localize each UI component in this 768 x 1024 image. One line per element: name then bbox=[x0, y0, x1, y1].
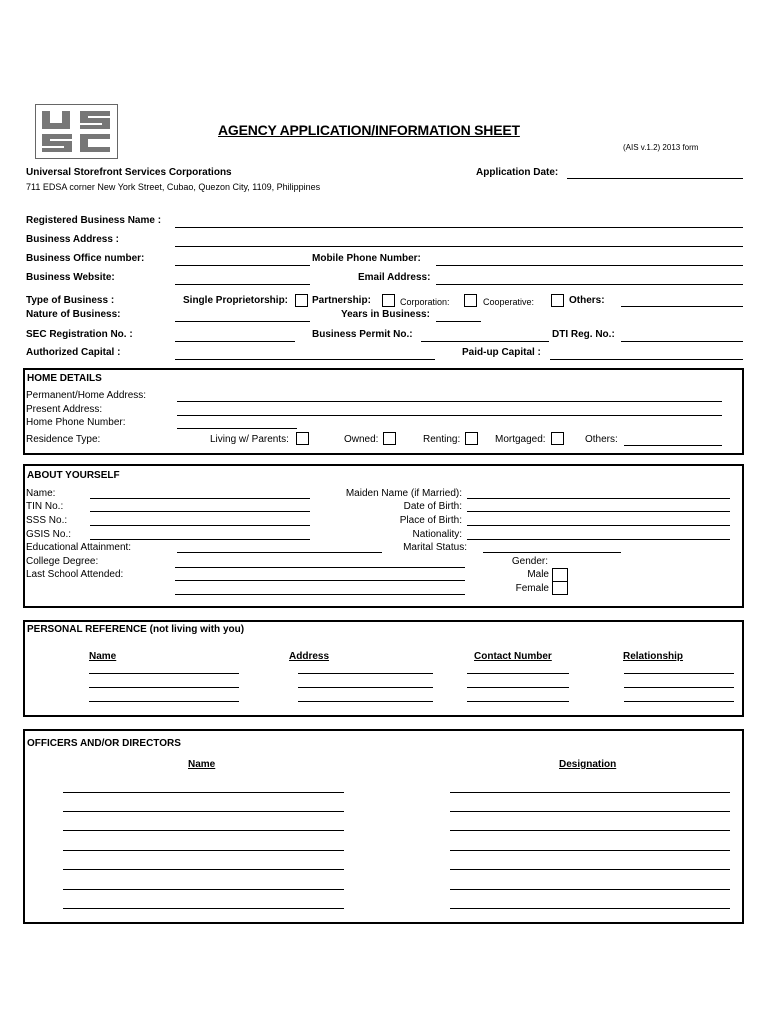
form-version: (AIS v.1.2) 2013 form bbox=[623, 143, 699, 152]
marital-label: Marital Status: bbox=[403, 542, 467, 553]
office-number-label: Business Office number: bbox=[26, 253, 145, 264]
form-title: AGENCY APPLICATION/INFORMATION SHEET bbox=[218, 122, 520, 138]
officer-row5-designation[interactable] bbox=[450, 869, 730, 870]
years-field[interactable] bbox=[436, 321, 481, 322]
cooperative-label: Cooperative: bbox=[483, 297, 535, 307]
officers-heading: OFFICERS AND/OR DIRECTORS bbox=[27, 738, 181, 749]
ref-row3-relationship[interactable] bbox=[624, 701, 734, 702]
name-field[interactable] bbox=[90, 498, 310, 499]
nature-field[interactable] bbox=[175, 321, 310, 322]
dti-field[interactable] bbox=[621, 341, 743, 342]
others-label: Others: bbox=[569, 295, 605, 306]
permit-label: Business Permit No.: bbox=[312, 329, 413, 340]
reference-heading bbox=[27, 624, 244, 636]
residence-others-label: Others: bbox=[585, 434, 618, 445]
renting-checkbox[interactable] bbox=[465, 432, 478, 445]
officer-row6-designation[interactable] bbox=[450, 889, 730, 890]
about-heading: ABOUT YOURSELF bbox=[27, 470, 120, 481]
ref-row1-address[interactable] bbox=[298, 673, 433, 674]
ref-row1-relationship[interactable] bbox=[624, 673, 734, 674]
pob-field[interactable] bbox=[467, 525, 730, 526]
application-date-label: Application Date: bbox=[476, 167, 559, 178]
officer-row6-name[interactable] bbox=[63, 889, 344, 890]
male-label: Male bbox=[527, 569, 549, 580]
corporation-label: Corporation: bbox=[400, 297, 450, 307]
officer-row2-designation[interactable] bbox=[450, 811, 730, 812]
ref-row2-address[interactable] bbox=[298, 687, 433, 688]
sec-field[interactable] bbox=[175, 341, 295, 342]
sole-label: Single Proprietorship: bbox=[183, 295, 289, 306]
ref-row3-contact[interactable] bbox=[467, 701, 569, 702]
mortgaged-checkbox[interactable] bbox=[551, 432, 564, 445]
officers-col-designation: Designation bbox=[559, 759, 617, 770]
nationality-label: Nationality: bbox=[412, 529, 462, 540]
school-field-2[interactable] bbox=[175, 594, 465, 595]
business-address-label: Business Address : bbox=[26, 234, 119, 245]
website-field[interactable] bbox=[175, 284, 310, 285]
dti-label: DTI Reg. No.: bbox=[552, 329, 615, 340]
renting-label: Renting: bbox=[423, 434, 461, 445]
office-number-field[interactable] bbox=[175, 265, 310, 266]
website-label: Business Website: bbox=[26, 272, 115, 283]
sec-label: SEC Registration No. : bbox=[26, 329, 133, 340]
officer-row2-name[interactable] bbox=[63, 811, 344, 812]
residence-others-field[interactable] bbox=[624, 445, 722, 446]
partnership-checkbox[interactable] bbox=[382, 294, 395, 307]
registered-name-field[interactable] bbox=[175, 227, 743, 228]
dob-field[interactable] bbox=[467, 511, 730, 512]
officer-row7-name[interactable] bbox=[63, 908, 344, 909]
gsis-label: GSIS No.: bbox=[26, 529, 72, 540]
others-field[interactable] bbox=[621, 306, 743, 307]
degree-field[interactable] bbox=[175, 567, 465, 568]
corporation-checkbox[interactable] bbox=[464, 294, 477, 307]
female-checkbox[interactable] bbox=[552, 581, 568, 595]
nationality-field[interactable] bbox=[467, 539, 730, 540]
nature-label: Nature of Business: bbox=[26, 309, 121, 320]
officer-row3-designation[interactable] bbox=[450, 830, 730, 831]
school-label: Last School Attended: bbox=[26, 569, 124, 580]
ref-row3-address[interactable] bbox=[298, 701, 433, 702]
reference-heading-note: (not living with you) bbox=[149, 624, 245, 635]
paid-capital-field[interactable] bbox=[550, 359, 743, 360]
cooperative-checkbox[interactable] bbox=[551, 294, 564, 307]
mobile-field[interactable] bbox=[436, 265, 743, 266]
ref-col-relationship: Relationship bbox=[623, 651, 684, 662]
female-label: Female bbox=[515, 583, 549, 594]
permit-field[interactable] bbox=[421, 341, 549, 342]
officer-row7-designation[interactable] bbox=[450, 908, 730, 909]
sss-field[interactable] bbox=[90, 525, 310, 526]
home-phone-field[interactable] bbox=[177, 428, 297, 429]
ref-row3-name[interactable] bbox=[89, 701, 239, 702]
male-checkbox[interactable] bbox=[552, 568, 568, 582]
company-address: 711 EDSA corner New York Street, Cubao, Quezon City, 1109, Philippines bbox=[26, 182, 321, 192]
home-details-heading: HOME DETAILS bbox=[27, 373, 102, 384]
marital-field[interactable] bbox=[483, 552, 621, 553]
application-date-field[interactable] bbox=[567, 178, 743, 179]
education-field[interactable] bbox=[177, 552, 382, 553]
ref-row1-name[interactable] bbox=[89, 673, 239, 674]
officer-row3-name[interactable] bbox=[63, 830, 344, 831]
auth-capital-label: Authorized Capital : bbox=[26, 347, 121, 358]
auth-capital-field[interactable] bbox=[175, 359, 435, 360]
tin-field[interactable] bbox=[90, 511, 310, 512]
registered-name-label: Registered Business Name : bbox=[26, 215, 162, 226]
ref-row2-relationship[interactable] bbox=[624, 687, 734, 688]
reference-heading-bold: PERSONAL REFERENCE bbox=[27, 624, 147, 635]
officer-row1-designation[interactable] bbox=[450, 792, 730, 793]
paid-capital-label: Paid-up Capital : bbox=[462, 347, 541, 358]
pob-label: Place of Birth: bbox=[399, 515, 462, 526]
mobile-label: Mobile Phone Number: bbox=[312, 253, 421, 264]
present-address-label: Present Address: bbox=[26, 404, 103, 415]
years-label: Years in Business: bbox=[341, 309, 430, 320]
maiden-label: Maiden Name (if Married): bbox=[345, 488, 462, 499]
permanent-address-label: Permanent/Home Address: bbox=[26, 390, 147, 401]
name-label: Name: bbox=[26, 488, 56, 499]
degree-label: College Degree: bbox=[26, 556, 99, 567]
home-phone-label: Home Phone Number: bbox=[26, 417, 126, 428]
about-yourself-section bbox=[23, 464, 744, 608]
mortgaged-label: Mortgaged: bbox=[495, 434, 546, 445]
business-type-label: Type of Business : bbox=[26, 295, 115, 306]
officers-section bbox=[23, 729, 744, 924]
email-label: Email Address: bbox=[358, 272, 431, 283]
ref-col-contact: Contact Number bbox=[474, 651, 552, 662]
ref-col-address: Address bbox=[289, 651, 330, 662]
ref-row2-contact[interactable] bbox=[467, 687, 569, 688]
partnership-label: Partnership: bbox=[312, 295, 371, 306]
sole-checkbox[interactable] bbox=[295, 294, 308, 307]
parents-label: Living w/ Parents: bbox=[210, 434, 289, 445]
ref-row1-contact[interactable] bbox=[467, 673, 569, 674]
business-address-field[interactable] bbox=[175, 246, 743, 247]
officer-row5-name[interactable] bbox=[63, 869, 344, 870]
company-logo bbox=[35, 104, 118, 159]
owned-checkbox[interactable] bbox=[383, 432, 396, 445]
parents-checkbox[interactable] bbox=[296, 432, 309, 445]
ref-row2-name[interactable] bbox=[89, 687, 239, 688]
email-field[interactable] bbox=[436, 284, 743, 285]
gender-label: Gender: bbox=[511, 556, 548, 567]
officers-col-name: Name bbox=[188, 759, 216, 770]
owned-label: Owned: bbox=[344, 434, 379, 445]
school-field[interactable] bbox=[175, 580, 465, 581]
officer-row4-designation[interactable] bbox=[450, 850, 730, 851]
company-name: Universal Storefront Services Corporations bbox=[26, 167, 232, 178]
gsis-field[interactable] bbox=[90, 539, 310, 540]
officer-row1-name[interactable] bbox=[63, 792, 344, 793]
ref-col-name: Name bbox=[89, 651, 117, 662]
officer-row4-name[interactable] bbox=[63, 850, 344, 851]
permanent-address-field[interactable] bbox=[177, 401, 722, 402]
present-address-field[interactable] bbox=[177, 415, 722, 416]
sss-label: SSS No.: bbox=[26, 515, 68, 526]
education-label: Educational Attainment: bbox=[26, 542, 132, 553]
residence-type-label: Residence Type: bbox=[26, 434, 101, 445]
maiden-field[interactable] bbox=[467, 498, 730, 499]
dob-label: Date of Birth: bbox=[403, 501, 462, 512]
tin-label: TIN No.: bbox=[26, 501, 64, 512]
